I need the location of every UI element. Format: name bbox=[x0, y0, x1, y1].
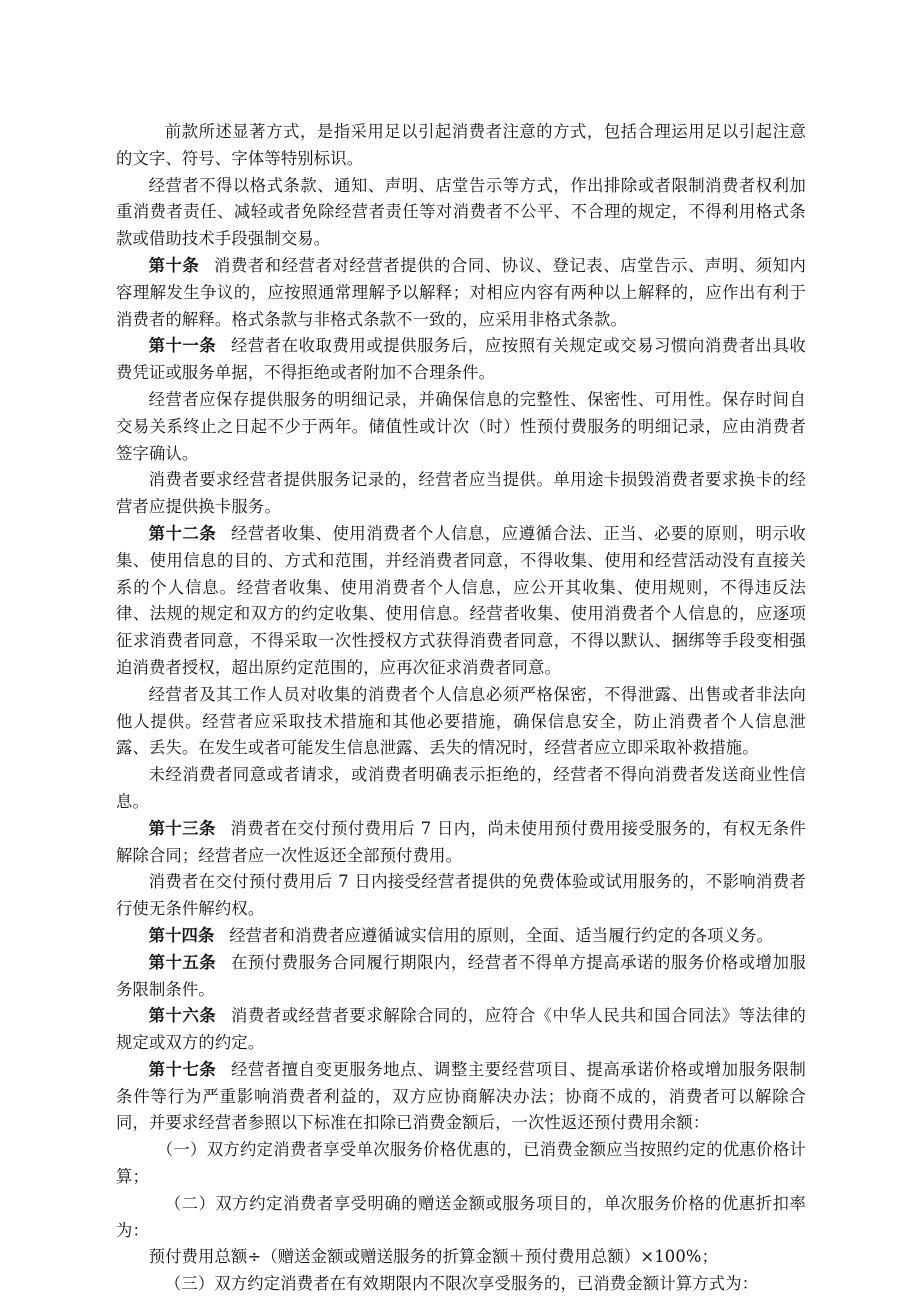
document-body bbox=[116, 119, 806, 1298]
paragraph bbox=[116, 869, 806, 923]
list-item bbox=[116, 1271, 806, 1298]
paragraph-text: 在预付费服务合同履行期限内，经营者不得单方提高承诺的服务价格或增加服务限制条件。 bbox=[116, 952, 806, 999]
paragraph-text: 消费者要求经营者提供服务记录的，经营者应当提供。单用途卡损毁消费者要求换卡的经营者应提供换卡服务。 bbox=[116, 470, 806, 517]
article-heading: 第十六条 bbox=[148, 1006, 217, 1026]
paragraph-text: 消费者或经营者要求解除合同的，应符合《中华人民共和国合同法》等法律的规定或双方的约定。 bbox=[116, 1006, 806, 1053]
formula bbox=[116, 1244, 806, 1271]
list-item bbox=[116, 1191, 806, 1245]
paragraph-text: 经营者及其工作人员对收集的消费者个人信息必须严格保密，不得泄露、出售或者非法向他人提供。经营者应采取技术措施和其他必要措施，确保信息安全，防止消费者个人信息泄露、丢失。在发生或者可能发生信息泄露、丢失的情况时，经营者应立即采取补救措施。 bbox=[116, 684, 806, 758]
article-17 bbox=[116, 1057, 806, 1137]
paragraph-text: 消费者在交付预付费用后 7 日内，尚未使用预付费用接受服务的，有权无条件解除合同；经营者应一次性返还全部预付费用。 bbox=[116, 818, 806, 865]
paragraph-text: 消费者和经营者对经营者提供的合同、协议、登记表、店堂告示、声明、须知内容理解发生争议的，应按照通常理解予以解释；对相应内容有两种以上解释的，应作出有利于消费者的解释。格式条款与非格式条款不一致的，应采用非格式条款。 bbox=[116, 255, 806, 329]
article-heading: 第十二条 bbox=[148, 523, 217, 543]
paragraph bbox=[116, 762, 806, 816]
article-14 bbox=[116, 923, 806, 950]
paragraph-text: 经营者在收取费用或提供服务后，应按照有关规定或交易习惯向消费者出具收费凭证或服务单据，不得拒绝或者附加不合理条件。 bbox=[116, 336, 806, 383]
paragraph-text: 经营者不得以格式条款、通知、声明、店堂告示等方式，作出排除或者限制消费者权利加重消费者责任、减轻或者免除经营者责任等对消费者不公平、不合理的规定，不得利用格式条款或借助技术手段强制交易。 bbox=[116, 175, 806, 249]
article-heading: 第十五条 bbox=[148, 952, 217, 972]
article-15 bbox=[116, 950, 806, 1004]
article-12 bbox=[116, 521, 806, 682]
article-heading: 第十七条 bbox=[148, 1059, 217, 1079]
article-10 bbox=[116, 253, 806, 333]
paragraph-text: 经营者擅自变更服务地点、调整主要经营项目、提高承诺价格或增加服务限制条件等行为严重影响消费者利益的，双方应协商解决办法；协商不成的，消费者可以解除合同，并要求经营者参照以下标准在扣除已消费金额后，一次性返还预付费用余额： bbox=[116, 1059, 806, 1133]
paragraph-text: 消费者在交付预付费用后 7 日内接受经营者提供的免费体验或试用服务的，不影响消费者行使无条件解约权。 bbox=[116, 872, 806, 919]
article-13 bbox=[116, 816, 806, 870]
paragraph bbox=[116, 387, 806, 467]
paragraph bbox=[116, 467, 806, 521]
article-heading: 第十条 bbox=[148, 255, 200, 275]
paragraph-text: 经营者应保存提供服务的明细记录，并确保信息的完整性、保密性、可用性。保存时间自交易关系终止之日起不少于两年。储值性或计次（时）性预付费服务的明细记录，应由消费者签字确认。 bbox=[116, 389, 806, 463]
article-16 bbox=[116, 1003, 806, 1057]
paragraph-text: 经营者收集、使用消费者个人信息，应遵循合法、正当、必要的原则，明示收集、使用信息的目的、方式和范围，并经消费者同意，不得收集、使用和经营活动没有直接关系的个人信息。经营者收集、使用消费者个人信息，应公开其收集、使用规则，不得违反法律、法规的规定和双方的约定收集、使用信息。经营者收集、使用消费者个人信息的，应逐项征求消费者同意，不得采取一次性授权方式获得消费者同意，不得以默认、捆绑等手段变相强迫消费者授权，超出原约定范围的，应再次征求消费者同意。 bbox=[116, 523, 806, 677]
paragraph-text: （二）双方约定消费者享受明确的赠送金额或服务项目的，单次服务价格的优惠折扣率为： bbox=[116, 1193, 806, 1240]
paragraph-text: 未经消费者同意或者请求，或消费者明确表示拒绝的，经营者不得向消费者发送商业性信息。 bbox=[116, 765, 806, 811]
article-heading: 第十三条 bbox=[148, 818, 216, 838]
article-heading: 第十一条 bbox=[148, 336, 217, 356]
paragraph-text: 经营者和消费者应遵循诚实信用的原则，全面、适当履行约定的各项义务。 bbox=[229, 925, 774, 945]
paragraph bbox=[116, 682, 806, 762]
paragraph bbox=[116, 173, 806, 253]
paragraph-text: （一）双方约定消费者享受单次服务价格优惠的，已消费金额应当按照约定的优惠价格计算； bbox=[116, 1140, 806, 1187]
paragraph-text: 前款所述显著方式，是指采用足以引起消费者注意的方式，包括合理运用足以引起注意的文字、符号、字体等特别标识。 bbox=[116, 122, 806, 168]
list-item bbox=[116, 1137, 806, 1191]
article-11 bbox=[116, 333, 806, 387]
paragraph bbox=[116, 119, 806, 173]
paragraph-text: 预付费用总额÷（赠送金额或赠送服务的折算金额＋预付费用总额）×100%； bbox=[148, 1247, 719, 1267]
article-heading: 第十四条 bbox=[148, 925, 215, 945]
paragraph-text: （三）双方约定消费者在有效期限内不限次享受服务的，已消费金额计算方式为： bbox=[164, 1274, 759, 1294]
